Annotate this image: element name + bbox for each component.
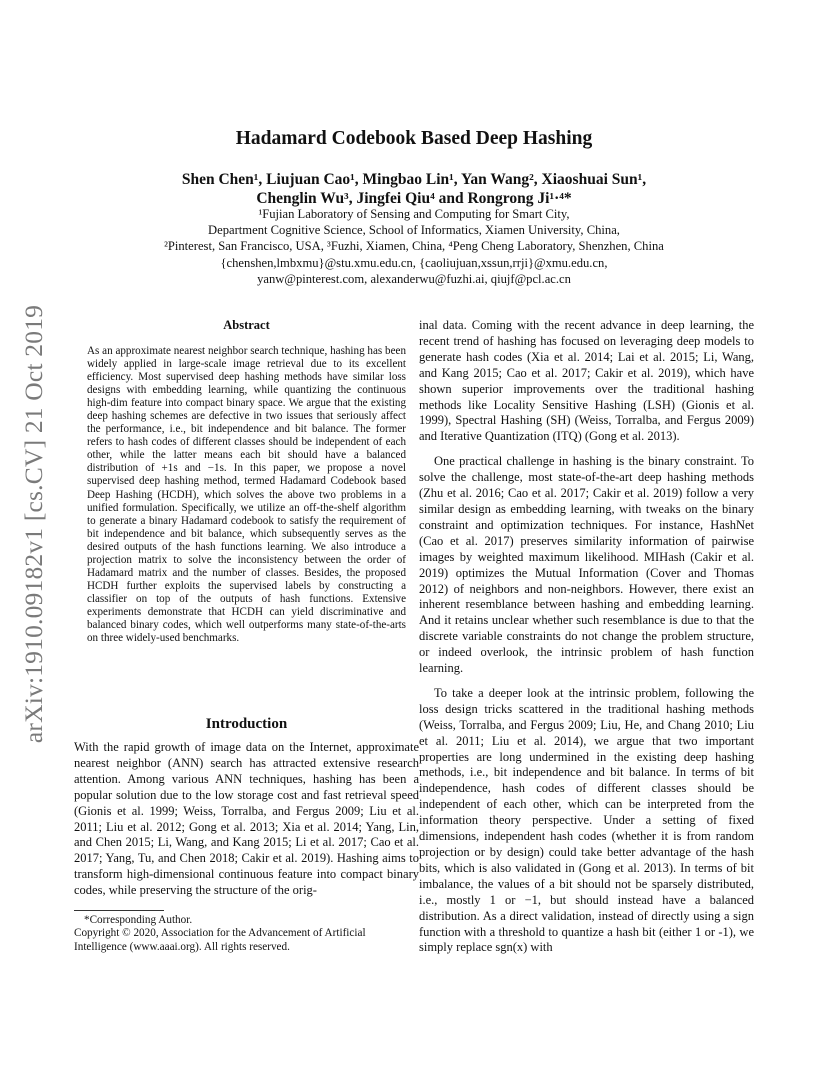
paper-title: Hadamard Codebook Based Deep Hashing — [235, 128, 593, 149]
body-paragraph: inal data. Coming with the recent advance in deep learning, the recent trend of hashing has focused on leveraging deep models to generate hash codes (Xia et al. 2014; Lai et al. 2015; Li, Wang, and Kang 2015; Cao et al. 2017; Cakir et al. 2019), which have shown superior improvements over the traditional hashing methods like Locality Sensitive Hashing (LSH) (Gionis et al. 1999), Spectral Hashing (SH) (Weiss, Torralba, and Fergus 2009) and Iterative Quantization (ITQ) (Gong et al. 2013). — [419, 318, 754, 444]
footnote-rule — [74, 910, 164, 911]
right-column — [419, 318, 754, 965]
body-paragraph: To take a deeper look at the intrinsic problem, following the loss design tricks scattered in the traditional hashing methods (Weiss, Torralba, and Fergus 2009; Liu, He, and Chang 2010; Liu et al. 2011; Liu et al. 2014), we argue that two important properties are long undermined in the existing deep hashing methods, i.e., bit independence and bit balance. In terms of bit independence, hash codes of different classes should be independent of each other, which can be interpreted from the information theory perspective. Under a setting of fixed dimensions, independent hash codes (whether it is from random projection or by design) could take better advantage of the hash bits, which is also validated in (Gong et al. 2013). In terms of bit imbalance, the values of a bit should not be sparsely distributed, i.e., mostly 1 or −1, but should instead have a balanced distribution. As a direct validation, instead of directly using a sign function with a threshold to quantize a hash bit (either 1 or -1), we simply replace sgn(x) with — [419, 685, 754, 955]
introduction-paragraph: With the rapid growth of image data on the Internet, approximate nearest neighbor (ANN) search has attracted extensive research attention. Among various ANN techniques, hashing has been a popular solution due to the low storage cost and fast retrieval speed (Gionis et al. 1999; Weiss, Torralba, and Fergus 2009; Liu et al. 2011; Liu et al. 2012; Gong et al. 2013; Xia et al. 2014; Yang, Lin, and Chen 2015; Li, Wang, and Kang 2015; Li et al. 2017; Cao et al. 2017; Yang, Tu, and Chen 2018; Cakir et al. 2019). Hashing aims to transform high-dimensional continuous feature into compact binary codes, while preserving the structure of the orig- — [74, 740, 419, 898]
footnote-corresponding: *Corresponding Author. — [84, 914, 193, 926]
affiliation-line: Department Cognitive Science, School of Informatics, Xiamen University, China, — [208, 223, 620, 238]
affiliations — [74, 206, 754, 287]
affiliation-line: {chenshen,lmbxmu}@stu.xmu.edu.cn, {caoliujuan,xssun,rrji}@xmu.edu.cn, — [220, 255, 608, 270]
abstract-text: As an approximate nearest neighbor search technique, hashing has been widely applied in large-scale image retrieval due to its excellent efficiency. Most supervised deep hashing methods have similar loss designs with embedding learning, while quantizing the continuous high-dim feature into compact binary space. We argue that the existing deep hashing schemes are defective in two issues that seriously affect the performance, i.e., bit independence and bit balance. The former refers to hash codes of different classes should be independent of each other, while the latter means each bit should have a balanced distribution of +1s and −1s. In this paper, we propose a novel supervised deep hashing method, termed Hadamard Codebook based Deep Hashing (HCDH), which solves the above two problems in a unified formulation. Specifically, we utilize an off-the-shelf algorithm to generate a binary Hadamard codebook to satisfy the requirement of bit independence and bit balance, which subsequently serves as the desired outputs of the hash functions learning. We also introduce a projection matrix to solve the inconsistency between the order of Hadamard matrix and the number of classes. Besides, the proposed HCDH further exploits the supervised labels by constructing a classifier on top of the outputs of hash functions. Extensive experiments demonstrate that HCDH can yield discriminative and balanced binary codes, which well outperforms many state-of-the-arts on three widely-used benchmarks. — [87, 345, 406, 645]
introduction-body — [74, 740, 419, 899]
affiliation-line: yanw@pinterest.com, alexanderwu@fuzhi.ai, qiujf@pcl.ac.cn — [257, 271, 571, 286]
body-paragraph: One practical challenge in hashing is the binary constraint. To solve the challenge, most state-of-the-art deep hashing methods (Zhu et al. 2016; Cao et al. 2017; Cakir et al. 2019) follow a very similar design as embedding learning, with tweaks on the binary constraint and optimization techniques. For instance, HashNet (Cao et al. 2017) preserves similarity information of pairwise images by weighted maximum likelihood. MIHash (Cakir et al. 2019) optimizes the Mutual Information (Cover and Thomas 2012) of neighbors and non-neighbors. However, there exist an inherent resemblance between hashing and embedding learning. And it retains unclear whether such resemblance is due to that the discrete variable constraints do not change the problem structure, or indeed overlook, the intrinsic problem of hash function learning. — [419, 454, 754, 676]
affiliation-line: ²Pinterest, San Francisco, USA, ³Fuzhi, Xiamen, China, ⁴Peng Cheng Laboratory, Shenzhen, China — [164, 239, 664, 254]
arxiv-identifier: arXiv:1910.09182v1 [cs.CV] 21 Oct 2019 — [19, 304, 48, 744]
authors — [74, 170, 754, 208]
affiliation-line: ¹Fujian Laboratory of Sensing and Computing for Smart City, — [258, 207, 570, 221]
authors-line-2: Chenglin Wu³, Jingfei Qiu⁴ and Rongrong Ji¹·⁴* — [256, 190, 572, 207]
introduction-heading: Introduction — [205, 716, 288, 732]
footnote-copyright: Copyright © 2020, Association for the Advancement of Artificial Intelligence (www.aaai.org). All rights reserved. — [74, 927, 366, 953]
authors-line-1: Shen Chen¹, Liujuan Cao¹, Mingbao Lin¹, Yan Wang², Xiaoshuai Sun¹, — [181, 171, 647, 188]
footnotes — [74, 914, 419, 954]
abstract-heading: Abstract — [223, 318, 270, 332]
abstract-body — [87, 345, 406, 645]
